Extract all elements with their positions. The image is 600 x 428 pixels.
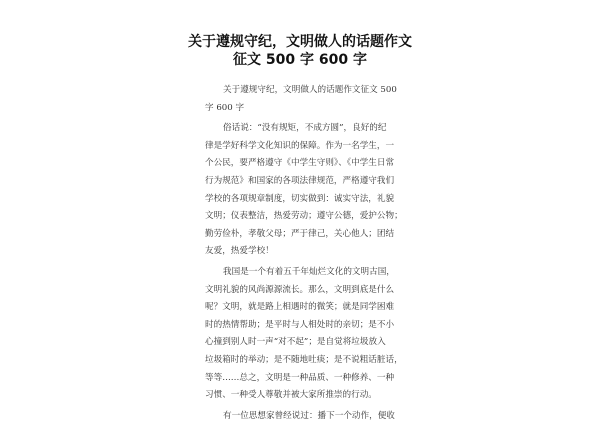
- text-line: 等等……总之，文明是一种品质、一种修养、一种: [205, 372, 395, 383]
- text-line: 俗话说：“没有规矩，不成方圆”，良好的纪: [223, 123, 387, 134]
- text-line: 关于遵规守纪，文明做人的话题作文征文 500: [223, 85, 397, 95]
- text-line: 呢？文明，就是路上相遇时的微笑；就是同学困难: [205, 302, 395, 313]
- title-line: 征文 500 字 600 字: [233, 52, 367, 68]
- text-line: 字 600 字: [205, 102, 245, 113]
- document-body: [205, 82, 403, 428]
- paragraph: [205, 408, 400, 426]
- title-line: 关于遵规守纪，文明做人的话题作文: [188, 34, 412, 50]
- text-line: 勤劳俭朴，孝敬父母；严于律己，关心他人；团结: [205, 228, 395, 239]
- text-line: 心撞到别人时一声“对不起”；是自觉将垃圾放入: [205, 337, 386, 348]
- paragraph: [205, 264, 403, 405]
- text-line: 我国是一个有着五千年灿烂文化的文明古国，: [223, 266, 395, 277]
- text-line: 垃圾箱时的举动；是不随地吐痰；是不说粗话脏话，: [205, 354, 403, 365]
- text-line: 有一位思想家曾经说过：播下一个动作，便收: [223, 410, 395, 421]
- text-line: 习惯、一种受人尊敬并被大家所推崇的行动。: [205, 390, 377, 401]
- text-line: 文明礼貌的风尚源源流长。那么，文明到底是什么: [205, 284, 395, 295]
- text-line: 律是学好科学文化知识的保障。作为一名学生，一: [205, 140, 395, 151]
- document-title: [0, 33, 600, 69]
- paragraph: [205, 82, 400, 117]
- text-line: 友爱，热爱学校！: [205, 246, 274, 257]
- text-line: 文明；仪表整洁，热爱劳动；遵守公德，爱护公物；: [205, 211, 403, 222]
- text-line: 学校的各项规章制度，切实做到：诚实守法，礼貌: [205, 193, 395, 204]
- paragraph: [205, 120, 403, 261]
- text-line: 时的热情帮助；是平时与人相处时的亲切；是不小: [205, 319, 395, 330]
- text-line: 个公民，要严格遵守《中学生守则》、《中学生日常: [205, 158, 395, 169]
- text-line: 行为规范》和国家的各项法律规范，严格遵守我们: [205, 175, 395, 186]
